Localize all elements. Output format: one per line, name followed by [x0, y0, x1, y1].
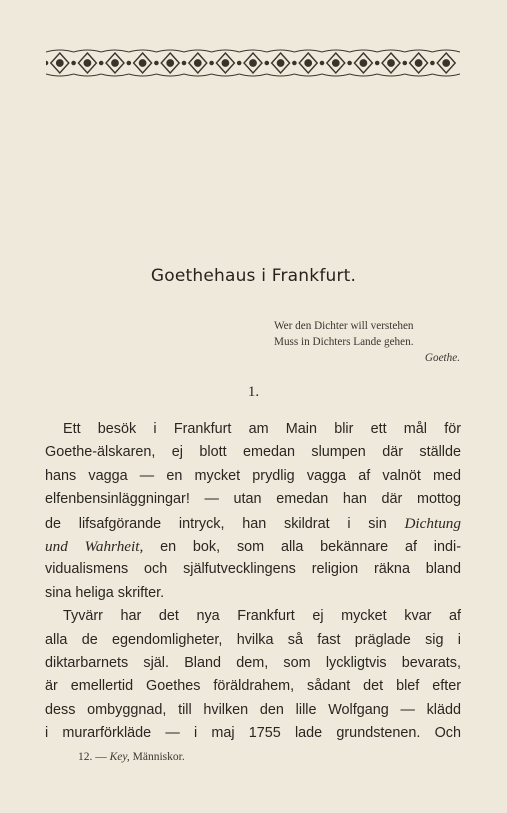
text-line: är emellertid Goethes föräldrahem, sådant det blef efter	[45, 678, 461, 695]
footer-signature-number: 12. —	[78, 751, 110, 763]
text-line: Goethe-älskaren, ej blott emedan slumpen där ställde	[45, 444, 461, 461]
section-number: 1.	[247, 384, 260, 400]
italic-title-word: Dichtung	[404, 514, 461, 532]
epigraph	[274, 318, 464, 366]
text-line: vidualismens och själfutvecklingens religion räkna bland	[45, 561, 461, 578]
footer-book-title: Människor.	[129, 751, 185, 763]
epigraph-author: Goethe.	[424, 352, 460, 364]
text-line: Ett besök i Frankfurt am Main blir ett mål för	[63, 421, 461, 437]
text-line: elfenbensinläggningar! — utan emedan han där mottog	[45, 491, 461, 508]
italic-title-word: Wahrheit,	[84, 537, 144, 555]
page-footer-signature	[78, 751, 185, 763]
text-line: hans vagga — en mycket prydlig vagga af valnöt med	[45, 467, 461, 484]
epigraph-line: Muss in Dichters Lande gehen.	[274, 336, 414, 348]
text-line	[45, 512, 461, 535]
epigraph-line: Wer den Dichter will verstehen	[274, 320, 414, 332]
text-line: alla de egendomligheter, hvilka så fast präglade sig i	[45, 631, 461, 648]
footer-author: Key,	[109, 751, 130, 763]
text-line: i murarförkläde — i maj 1755 lade grundstenen. Och	[45, 725, 461, 742]
body-text	[45, 418, 461, 745]
text-line	[45, 535, 461, 558]
text-segment: de lifsafgörande intryck, han skildrat i sin	[45, 515, 387, 532]
text-line: diktarbarnets själ. Bland dem, som lyckligtvis bevarats,	[45, 654, 461, 671]
italic-title-word: und	[45, 537, 68, 555]
text-line: sina heliga skrifter.	[45, 584, 165, 601]
text-segment: en bok, som alla bekännare af indi-	[160, 538, 462, 555]
page-title: Goethehaus i Frankfurt.	[150, 266, 357, 286]
text-line: Tyvärr har det nya Frankfurt ej mycket kvar af	[63, 608, 461, 625]
text-line: dess ombyggnad, till hvilken den lille Wolfgang — klädd	[45, 701, 461, 718]
decorative-ornament-border	[46, 48, 460, 78]
